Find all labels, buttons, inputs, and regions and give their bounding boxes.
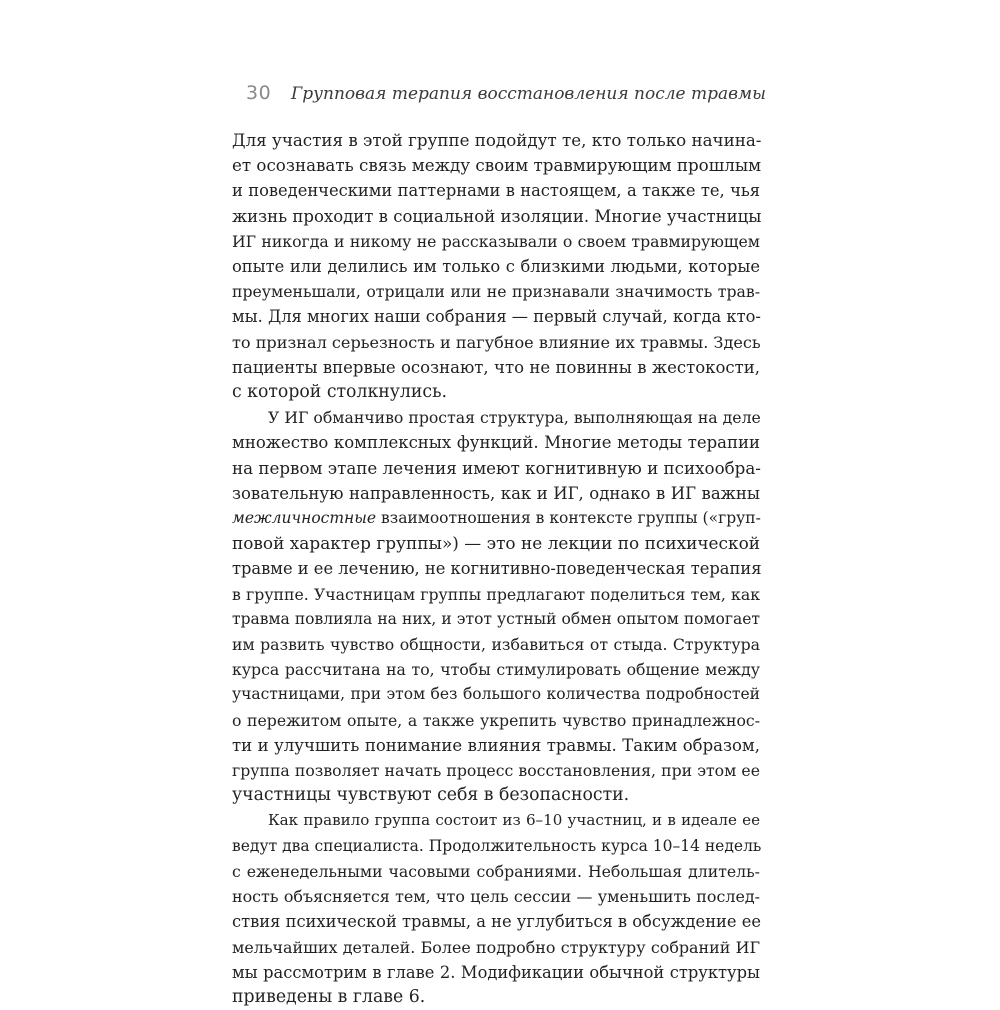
text-line: ведут два специалиста. Продолжительность курса 10–14 недель	[232, 836, 762, 855]
text-line: группа позволяет начать процесс восстановления, при этом ее	[232, 761, 760, 781]
body-text	[232, 128, 760, 1010]
text-line: Как правило группа состоит из 6–10 участниц, и в идеале ее	[268, 811, 760, 830]
text-line: травме и ее лечению, не когнитивно-поведенческая терапия	[232, 559, 762, 579]
text-line: травма повлияла на них, и этот устный обмен опытом помогает	[232, 609, 760, 628]
text-line: им развить чувство общности, избавиться от стыда. Структура	[232, 635, 760, 655]
paragraph-2	[232, 405, 760, 808]
running-header-title: Групповая терапия восстановления после травмы	[291, 84, 766, 104]
text-line: У ИГ обманчиво простая структура, выполняющая на деле	[268, 408, 761, 428]
text-line: ти и улучшить понимание влияния травмы. Таким образом,	[232, 735, 760, 755]
text-line: участницами, при этом без большого количества подробностей	[232, 685, 760, 704]
text-line: в группе. Участницам группы предлагают поделиться тем, как	[232, 584, 760, 604]
text-line: зовательную направленность, как и ИГ, однако в ИГ важны	[232, 483, 760, 503]
text-line: ет осознавать связь между своим травмирующим прошлым	[232, 155, 762, 176]
page-number: 30	[246, 82, 272, 104]
text-line: жизнь проходит в социальной изоляции. Многие участницы	[232, 206, 762, 226]
text-line: мельчайших деталей. Более подробно структуру собраний ИГ	[232, 937, 760, 957]
text-line: на первом этапе лечения имеют когнитивную и психообра-	[232, 457, 761, 478]
running-header	[246, 82, 766, 110]
text-line: ствия психической травмы, а не углубиться в обсуждение ее	[232, 912, 761, 932]
text-line: с которой столкнулись.	[232, 382, 448, 403]
text-line: о пережитом опыте, а также укрепить чувство принадлежнос-	[232, 710, 760, 730]
text-line	[232, 506, 760, 531]
text-line: пациенты впервые осознают, что не повинны в жестокости,	[232, 357, 760, 377]
text-line: участницы чувствуют себя в безопасности.	[232, 785, 630, 806]
text-line: мы. Для многих наши собрания — первый случай, когда кто-	[232, 307, 761, 327]
text-line: с еженедельными часовыми собраниями. Небольшая длитель-	[232, 861, 760, 881]
text-line: множество комплексных функций. Многие методы терапии	[232, 433, 760, 453]
text-run: взаимоотношения в контексте группы («груп-	[381, 509, 761, 528]
text-line: опыте или делились им только с близкими людьми, которые	[232, 257, 760, 277]
text-line: ИГ никогда и никому не рассказывали о своем травмирующем	[232, 231, 760, 251]
text-line: мы рассмотрим в главе 2. Модификации обычной структуры	[232, 962, 760, 982]
text-line: преуменьшали, отрицали или не признавали значимость трав-	[232, 282, 760, 302]
text-line: повой характер группы») — это не лекции по психической	[232, 533, 760, 554]
paragraph-1	[232, 128, 760, 405]
emphasis-text: межличностные	[232, 509, 377, 528]
text-line: Для участия в этой группе подойдут те, кто только начина-	[232, 130, 762, 150]
text-line: приведены в главе 6.	[232, 986, 426, 1007]
text-line: курса рассчитана на то, чтобы стимулировать общение между	[232, 660, 760, 680]
text-line: и поведенческими паттернами в настоящем, а также те, чья	[232, 181, 760, 201]
paragraph-3	[232, 808, 760, 1010]
text-line: то признал серьезность и пагубное влияние их травмы. Здесь	[232, 332, 761, 352]
text-line: ность объясняется тем, что цель сессии — уменьшить послед-	[232, 887, 760, 907]
